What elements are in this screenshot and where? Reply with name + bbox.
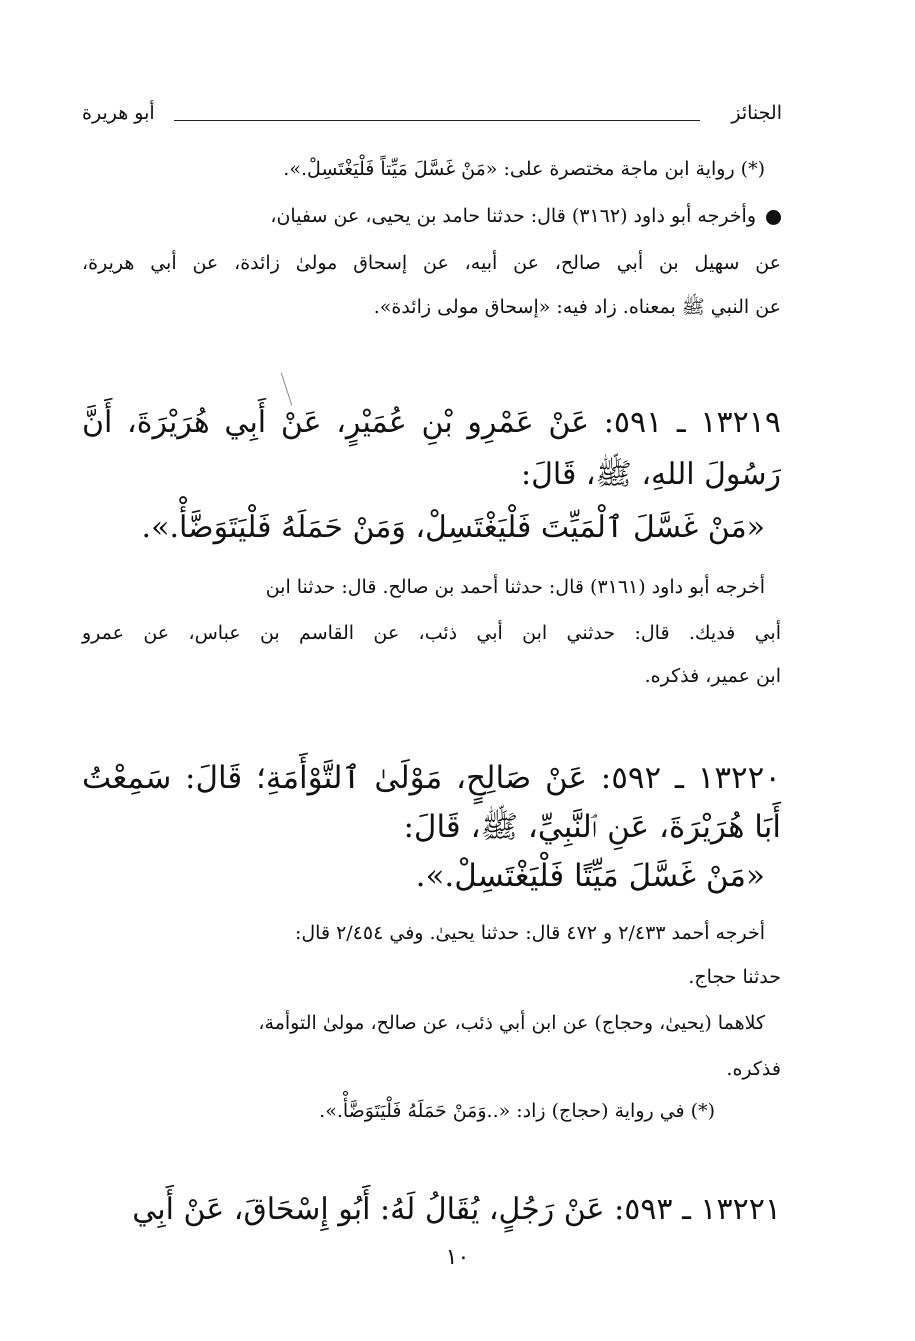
takhrij-592-line-1: أخرجه أحمد ٢/٤٣٣ و ٤٧٢ قال: حدثنا يحيىٰ. وفي ٢/٤٥٤ قال: — [294, 922, 765, 944]
header-narrator-name: أبو هريرة — [82, 102, 155, 124]
takhrij-592-line-2: حدثنا حجاج. — [688, 966, 781, 988]
takhrij-abu-dawud-1-line-2: عن سهيل بن أبي صالح، عن أبيه، عن إسحاق مولىٰ زائدة، عن أبي هريرة، — [82, 252, 781, 274]
note-hajjaj: (*) في رواية (حجاج) زاد: «..وَمَنْ حَمَلَهُ فَلْيَتَوَضَّأْ.». — [319, 1100, 715, 1122]
header-rule — [174, 120, 700, 121]
hadith-593-line-1: ١٣٢٢١ ـ ٥٩٣: عَنْ رَجُلٍ، يُقَالُ لَهُ: أَبُو إِسْحَاقَ، عَنْ أَبِي — [132, 1192, 781, 1227]
takhrij-591-line-3: ابن عمير، فذكره. — [644, 665, 781, 687]
takhrij-592-line-3: كلاهما (يحيىٰ، وحجاج) عن ابن أبي ذئب، عن صالح، مولىٰ التوأمة، — [258, 1012, 765, 1034]
takhrij-591-line-2: أبي فديك. قال: حدثني ابن أبي ذئب، عن القاسم بن عباس، عن عمرو — [82, 622, 781, 644]
takhrij-abu-dawud-1-line-1 — [82, 205, 781, 227]
print-mark — [281, 373, 292, 406]
hadith-592-line-1: ١٣٢٢٠ ـ ٥٩٢: عَنْ صَالِحٍ، مَوْلَىٰ ٱلتَّوْأَمَةِ؛ قَالَ: سَمِعْتُ — [82, 760, 781, 796]
running-header — [82, 102, 782, 130]
hadith-591-line-2: رَسُولَ اللهِ، ﷺ، قَالَ: — [520, 457, 781, 492]
bullet-icon — [766, 210, 781, 225]
takhrij-592-line-4: فذكره. — [726, 1058, 781, 1080]
hadith-592-line-2: أَبَا هُرَيْرَةَ، عَنِ ٱلنَّبِيِّ، ﷺ، قَالَ: — [403, 809, 781, 845]
note-ibn-majah: (*) رواية ابن ماجة مختصرة على: «مَنْ غَسَّلَ مَيِّتاً فَلْيَغْتَسِلْ.». — [283, 158, 765, 180]
hadith-591-line-3: «مَنْ غَسَّلَ ٱلْمَيِّتَ فَلْيَغْتَسِلْ، وَمَنْ حَمَلَهُ فَلْيَتَوَضَّأْ.». — [141, 510, 765, 545]
takhrij-591-line-1: أخرجه أبو داود (٣١٦١) قال: حدثنا أحمد بن صالح. قال: حدثنا ابن — [265, 576, 765, 598]
hadith-591-line-1: ١٣٢١٩ ـ ٥٩١: عَنْ عَمْرِو بْنِ عُمَيْرٍ، عَنْ أَبِي هُرَيْرَةَ، أَنَّ — [82, 405, 781, 440]
hadith-592-line-3: «مَنْ غَسَّلَ مَيِّتًا فَلْيَغْتَسِلْ.». — [415, 858, 765, 894]
header-section-title: الجنائز — [731, 102, 782, 124]
takhrij-abu-dawud-1-line-3: عن النبي ﷺ بمعناه. زاد فيه: «إسحاق مولى زائدة». — [373, 296, 781, 318]
page-number: ١٠ — [445, 1245, 470, 1270]
takhrij-text: وأخرجه أبو داود (٣١٦٢) قال: حدثنا حامد بن يحيى، عن سفيان، — [270, 205, 756, 227]
